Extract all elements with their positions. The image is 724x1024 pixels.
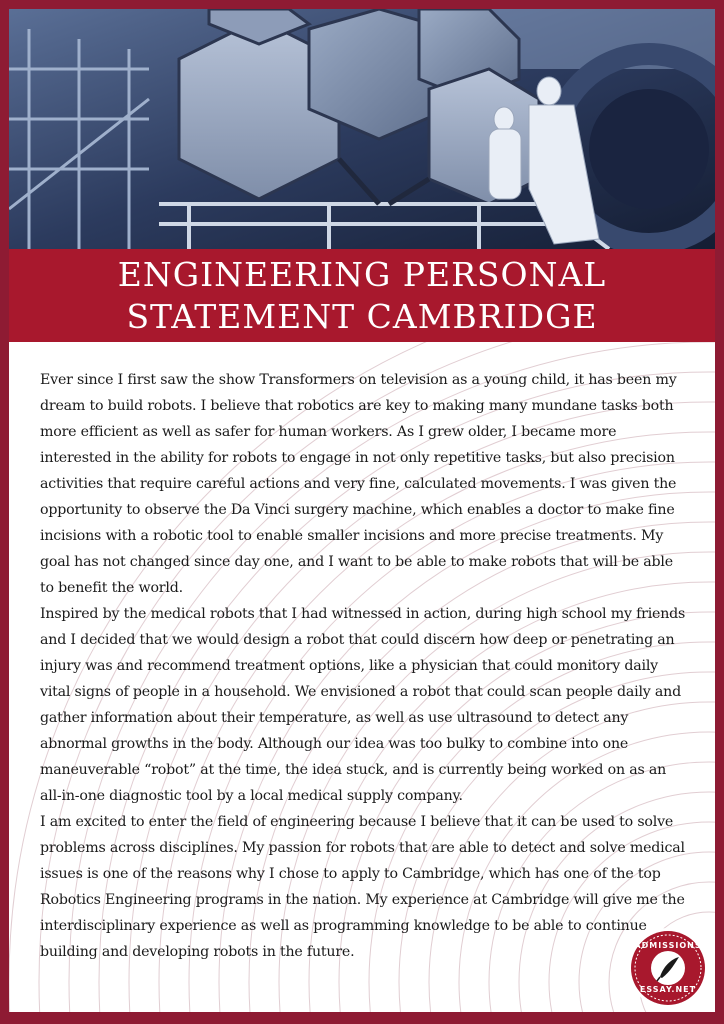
title-band bbox=[9, 249, 715, 342]
paragraph: Ever since I first saw the show Transformers on television as a young child, it has been my dream to build robots. I believe that robotics are key to making many mundane tasks both more efficient as well as safer for human workers. As I grew older, I became more interested in the ability for robots to engage in not only repetitive tasks, but also precision activities that require careful actions and very fine, calculated movements. I was given the opportunity to observe the Da Vinci surgery machine, which enables a doctor to make fine incisions with a robotic tool to enable smaller incisions and more precise treatments. My goal has not changed since day one, and I want to be able to make robots that will be able to benefit the world. bbox=[40, 372, 677, 596]
content-panel bbox=[9, 342, 715, 1012]
title-line-2: STATEMENT CAMBRIDGE bbox=[126, 296, 598, 336]
badge-top-text: ADMISSIONS bbox=[634, 941, 702, 950]
title-line-1: ENGINEERING PERSONAL bbox=[117, 254, 607, 294]
badge-bottom-text: ESSAY.NET bbox=[639, 985, 697, 994]
statement-body bbox=[40, 367, 690, 965]
seal-icon bbox=[627, 927, 709, 1009]
admissions-essay-logo bbox=[627, 927, 709, 1009]
paragraph: Inspired by the medical robots that I had witnessed in action, during high school my friends and I decided that we would design a robot that could discern how deep or penetrating an injury was and recommend treatment options, like a physician that could monitory daily vital signs of people in a household. We envisioned a robot that could scan people daily and gather information about their temperature, as well as use ultrasound to detect any abnormal growths in the body. Although our idea was too bulky to combine into one maneuverable “robot” at the time, the idea stuck, and is currently being worked on as an all-in-one diagnostic tool by a local medical supply company. bbox=[40, 606, 686, 804]
telescope-mirror-photo bbox=[9, 9, 715, 249]
paragraph: I am excited to enter the field of engineering because I believe that it can be used to solve problems across disciplines. My passion for robots that are able to detect and solve medical issues is one of the reasons why I chose to apply to Cambridge, which has one of the top Robotics Engineering programs in the nation. My experience at Cambridge will give me the interdisciplinary experience as well as programming knowledge to be able to continue building and developing robots in the future. bbox=[40, 814, 685, 960]
hero-image bbox=[9, 9, 715, 249]
